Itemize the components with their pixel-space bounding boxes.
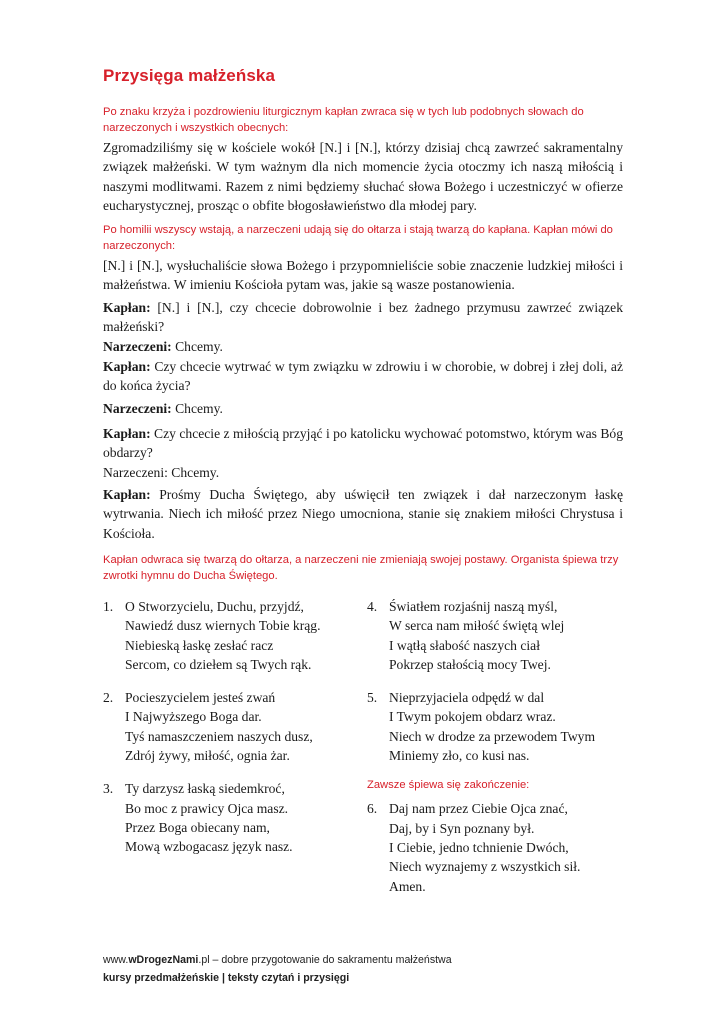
hymn-line: I Najwyższego Boga dar. [125, 709, 262, 725]
hymn-line: Przez Boga obiecany nam, [125, 819, 270, 835]
priest-question-1 [103, 298, 623, 337]
hymn-line: Światłem rozjaśnij naszą myśl, [389, 599, 558, 614]
hymn-line: Nawiedź dusz wiernych Tobie krąg. [125, 618, 321, 634]
question-text: Czy chcecie z miłością przyjąć i po katolicku wychować potomstwo, którym was Bóg obdarzy? [103, 426, 623, 461]
hymn-stanza [367, 799, 617, 895]
hymn-line: Daj nam przez Ciebie Ojca znać, [389, 801, 568, 817]
answer-text: Chcemy. [171, 338, 223, 354]
priest-invocation [103, 485, 623, 543]
question-text: Czy chcecie wytrwać w tym związku w zdrowiu i w chorobie, w dobrej i złej doli, aż do końca życia? [103, 359, 623, 394]
hymn-line: Ty darzysz łaską siedemkroć, [125, 781, 285, 797]
answer-text: Chcemy. [171, 401, 223, 416]
site-name: wDrogezNami [128, 954, 199, 966]
hymn-line: I Twym pokojem obdarz wraz. [389, 709, 556, 725]
hymn-column-right [367, 597, 617, 896]
hymn-line: Niech wyznajemy z wszystkich sił. [389, 859, 581, 875]
paragraph-greeting: Zgromadziliśmy się w kościele wokół [N.] i [N.], którzy dzisiaj chcą zawrzeć sakramentalny związek małżeński. W tym ważnym dla nich momencie życia otoczmy ich naszą miłością i naszymi modlitwami. Razem z nimi będziemy słuchać słowa Bożego i uczestniczyć w ofierze eucharystycznej, prosząc o obfite błogosławieństwo dla młodej pary. [103, 140, 623, 213]
hymn-line: Sercom, co dziełem są Twych rąk. [125, 656, 312, 672]
footer-line-2 [103, 969, 452, 987]
hymn-stanza [103, 779, 353, 856]
hymn-line: Zdrój żywy, miłość, ognia żar. [125, 748, 290, 764]
stanza-number: 4. [367, 599, 378, 614]
footer-tagline: – dobre przygotowanie do sakramentu małżeństwa [209, 954, 452, 966]
priest-question-3 [103, 424, 623, 463]
couple-answer-2 [103, 399, 623, 418]
speaker-label: Kapłan: [103, 487, 151, 502]
hymn-line: Niebieską łaskę zesłać racz [125, 637, 274, 653]
hymn-line: Nieprzyjaciela odpędź w dal [389, 690, 545, 706]
stanza-number: 1. [103, 599, 114, 614]
speaker-label: Kapłan: [103, 426, 151, 441]
hymn-stanza [367, 597, 617, 674]
speaker-label: Kapłan: [103, 359, 151, 374]
dialog-block-1 [103, 298, 623, 356]
question-text: [N.] i [N.], czy chcecie dobrowolnie i bez żadnego przymusu zawrzeć związek małżeński? [103, 300, 623, 335]
hymn-line: Miniemy zło, co kusi nas. [389, 748, 530, 764]
rubric-after-homily: Po homilii wszyscy wstają, a narzeczeni udają się do ołtarza i stają twarzą do kapłana. Kapłan mówi do narzeczonych: [103, 224, 613, 252]
hymn-line: Pokrzep stałością mocy Twej. [389, 656, 551, 672]
hymn-line: Amen. [389, 878, 426, 894]
speaker-label: Narzeczeni: [103, 401, 172, 416]
dialog-block-3 [103, 424, 623, 482]
hymn-line: I Ciebie, jedno tchnienie Dwóch, [389, 839, 569, 855]
footer-line-1 [103, 951, 452, 969]
stanza-number: 5. [367, 690, 378, 706]
hymn-line: O Stworzycielu, Duchu, przyjdź, [125, 599, 304, 614]
hymn-column-left [103, 597, 353, 871]
priest-question-2 [103, 357, 623, 396]
page-footer [103, 951, 452, 987]
speaker-label: Kapłan: [103, 300, 151, 315]
hymn-stanza [367, 688, 617, 765]
paragraph-question-intro: [N.] i [N.], wysłuchaliście słowa Bożego i przypomnieliście sobie znaczenie ludzkiej miłości i małżeństwa. W imieniu Kościoła pytam was, jakie są wasze postanowienia. [103, 258, 623, 293]
site-prefix: www. [103, 954, 129, 966]
couple-answer-3: Narzeczeni: Chcemy. [103, 464, 220, 480]
hymn-line: Niech w drodze za przewodem Twym [389, 728, 596, 744]
rubric-intro: Po znaku krzyża i pozdrowieniu liturgicznym kapłan zwraca się w tych lub podobnych słowach do narzeczonych i wszystkich obecnych: [103, 106, 584, 134]
footer-categories: kursy przedmałżeńskie | teksty czytań i przysięgi [103, 972, 350, 984]
page-title: Przysięga małżeńska [103, 66, 275, 85]
hymn-line: I wątłą słabość naszych ciał [389, 637, 540, 653]
hymn-line: Tyś namaszczeniem naszych dusz, [125, 728, 313, 744]
rubric-final: Zawsze śpiewa się zakończenie: [367, 779, 530, 792]
stanza-number: 3. [103, 781, 114, 797]
speaker-label: Narzeczeni: [103, 338, 172, 354]
rubric-hymn: Kapłan odwraca się twarzą do ołtarza, a narzeczeni nie zmieniają swojej postawy. Organista śpiewa trzy zwrotki hymnu do Ducha Świętego. [103, 554, 619, 582]
hymn-line: Bo moc z prawicy Ojca masz. [125, 800, 289, 816]
couple-answer-1 [103, 337, 623, 356]
hymn-stanza [103, 688, 353, 765]
hymn-line: Pocieszycielem jesteś zwań [125, 690, 276, 706]
site-suffix: .pl [198, 954, 210, 966]
hymn-line: Daj, by i Syn poznany był. [389, 820, 535, 836]
stanza-number: 2. [103, 690, 114, 706]
hymn-line: W serca nam miłość świętą wlej [389, 618, 565, 634]
hymn-line: Mową wzbogacasz język nasz. [125, 839, 293, 855]
stanza-number: 6. [367, 801, 378, 817]
hymn-stanza [103, 597, 353, 674]
invocation-text: Prośmy Ducha Świętego, aby uświęcił ten związek i dał narzeczonym łaskę wytrwania. Niech ich miłość przez Niego umocniona, stanie się znakiem miłości Chrystusa i Kościoła. [103, 487, 623, 541]
